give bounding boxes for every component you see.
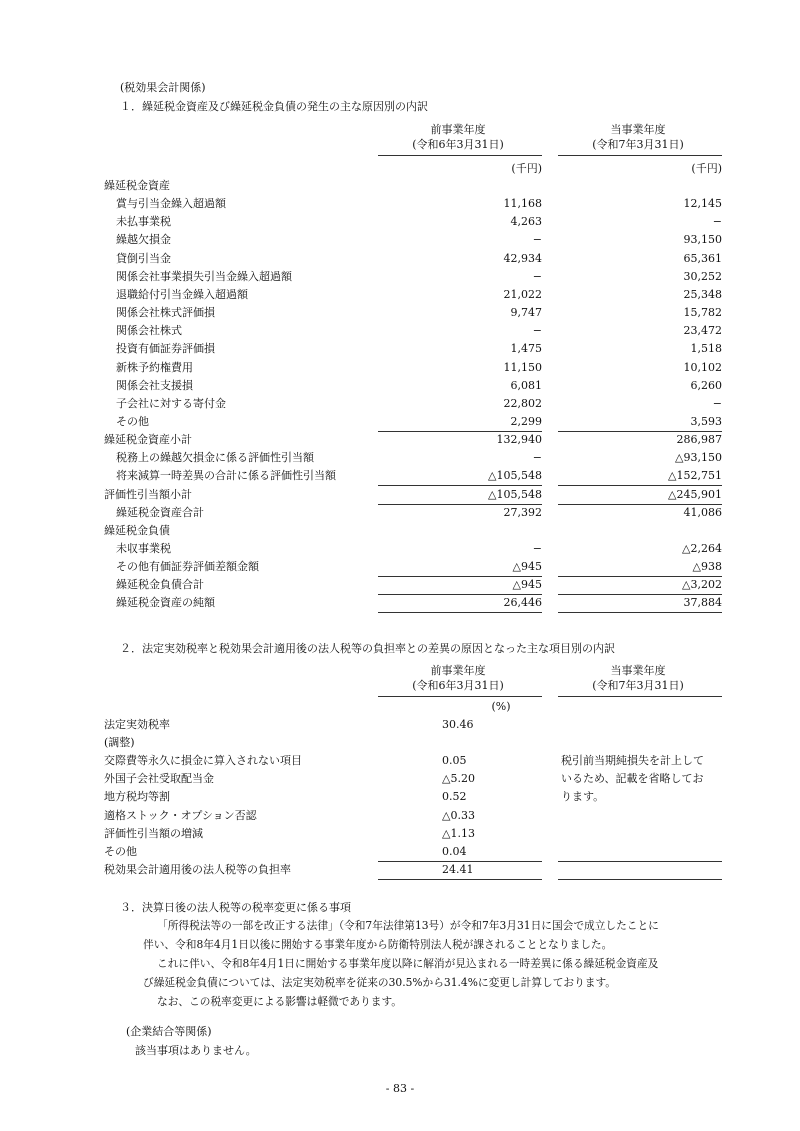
table1-prev-header-rule — [378, 155, 542, 156]
table1-row-label: 未収事業税 — [116, 542, 171, 555]
table1-row-curr: 25,348 — [683, 287, 722, 301]
table1-row-label: 関係会社株式 — [116, 324, 182, 338]
table2-row-label: その他 — [104, 844, 137, 858]
table1-row-label: 貸倒引当金 — [116, 251, 171, 265]
table2-total-rule — [378, 861, 542, 862]
table2-row-prev: △1.13 — [442, 826, 475, 840]
table1-row-prev: 26,446 — [503, 596, 542, 610]
table1-row-rule — [558, 594, 722, 595]
table1-row-prev: 6,081 — [510, 378, 542, 392]
table1-row-prev: − — [532, 451, 542, 465]
table2-row-label: (調整) — [104, 736, 135, 750]
table1-row-label: 繰越欠損金 — [116, 233, 171, 247]
section3-p2-line2: び繰延税金負債については、法定実効税率を従来の30.5%から31.4%に変更し計算しております。 — [143, 976, 616, 989]
business-combination-text: 該当事項はありません。 — [135, 1044, 257, 1057]
table1-row-curr: 15,782 — [683, 306, 722, 320]
table1-row-curr: △245,901 — [668, 487, 722, 501]
table1-unit-curr: (千円) — [691, 162, 722, 175]
table2-curr-date: (令和7年3月31日) — [592, 679, 684, 692]
table2-unit-prev: (%) — [491, 700, 511, 713]
table1-row-label: 未払事業税 — [116, 215, 171, 229]
table2-prev-date: (令和6年3月31日) — [412, 679, 504, 692]
table2-total-rule — [558, 861, 722, 862]
section3-p3: なお、この税率変更による影響は軽微であります。 — [157, 995, 402, 1008]
table1-prev-header: 前事業年度 — [430, 123, 486, 136]
table1-row-rule — [378, 485, 542, 486]
table1-row-curr: △2,264 — [682, 542, 722, 555]
table1-row-label: 関係会社事業損失引当金繰入超過額 — [116, 269, 292, 283]
table1-row-label: 評価性引当額小計 — [104, 487, 192, 501]
table1-row-rule — [558, 485, 722, 486]
table1-row-rule — [378, 504, 542, 505]
table1-row-prev: 11,150 — [503, 360, 542, 374]
table1-row-label: 退職給付引当金繰入超過額 — [116, 287, 248, 301]
table1-row-curr: 37,884 — [683, 596, 722, 610]
table1-row-curr: △93,150 — [675, 451, 722, 465]
table1-row-rule — [558, 431, 722, 432]
table1-row-prev: △105,548 — [488, 469, 542, 483]
table1-row-label: 新株予約権費用 — [116, 360, 193, 374]
table1-row-rule — [378, 576, 542, 577]
table1-row-label: 繰延税金負債合計 — [116, 578, 204, 592]
table1-row-curr: − — [712, 396, 722, 410]
table1-row-label: 繰延税金負債 — [104, 523, 170, 537]
table1-row-label: 繰延税金資産小計 — [104, 433, 192, 447]
table1-row-curr: 23,472 — [683, 324, 722, 338]
table2-row-label: 外国子会社受取配当金 — [104, 772, 214, 786]
table2-row-prev: 0.05 — [442, 754, 467, 768]
table2-total-rule — [378, 879, 542, 880]
table1-row-curr: △938 — [692, 560, 722, 574]
table1-row-prev: 27,392 — [503, 505, 542, 519]
business-combination-heading: (企業結合等関係) — [126, 1025, 212, 1038]
table1-row-prev: 11,168 — [503, 197, 542, 211]
table1-row-curr: 12,145 — [683, 197, 722, 211]
table1-row-prev: △105,548 — [488, 487, 542, 501]
table2-row-label: 法定実効税率 — [104, 718, 170, 731]
table1-prev-date: (令和6年3月31日) — [412, 138, 504, 151]
table1-row-curr: 1,518 — [690, 342, 722, 356]
table2-curr-header-rule — [558, 696, 722, 697]
table2-curr-note-line-3: ります。 — [561, 790, 605, 803]
table1-row-prev: 2,299 — [510, 414, 542, 428]
table2-row-label: 適格ストック・オプション否認 — [104, 808, 257, 822]
table2-row-prev: △0.33 — [442, 808, 475, 822]
table1-row-prev: 9,747 — [510, 306, 542, 320]
table1-row-label: 繰延税金資産 — [104, 179, 170, 192]
table1-row-label: 関係会社支援損 — [116, 378, 193, 392]
table1-row-prev: − — [532, 324, 542, 338]
table1-row-label: その他 — [116, 414, 149, 428]
table1-row-prev: − — [532, 233, 542, 247]
table2-row-label: 地方税均等割 — [104, 790, 170, 804]
table1-row-curr: 93,150 — [683, 233, 722, 247]
table1-row-prev: − — [532, 269, 542, 283]
table2-curr-note-line-2: いるため、記載を省略してお — [561, 772, 704, 785]
table2-total-rule — [558, 879, 722, 880]
table2-title: ２．法定実効税率と税効果会計適用後の法人税等の負担率との差異の原因となった主な項目別の内訳 — [120, 642, 615, 655]
table1-row-rule — [558, 576, 722, 577]
table1-row-curr: − — [712, 215, 722, 229]
table2-prev-header-rule — [378, 696, 542, 697]
table1-row-label: 繰延税金資産の純額 — [116, 596, 215, 610]
table1-row-curr: 3,593 — [690, 414, 722, 428]
table2-curr-header: 当事業年度 — [610, 664, 666, 677]
table2-row-label: 交際費等永久に損金に算入されない項目 — [104, 754, 302, 768]
table1-row-prev: 132,940 — [496, 433, 542, 447]
table1-row-rule — [378, 612, 542, 613]
table1-row-prev: 42,934 — [503, 251, 542, 265]
table2-prev-header: 前事業年度 — [430, 664, 486, 677]
table1-curr-header: 当事業年度 — [610, 123, 666, 136]
table1-row-label: その他有価証券評価差額金額 — [116, 560, 259, 574]
table1-title: １．繰延税金資産及び繰延税金負債の発生の主な原因別の内訳 — [120, 100, 428, 113]
table1-row-prev: 21,022 — [503, 287, 542, 301]
table1-row-curr: 30,252 — [683, 269, 722, 283]
table1-row-curr: 41,086 — [683, 505, 722, 519]
page-number: - 83 - — [385, 1082, 415, 1095]
table1-row-curr: 6,260 — [690, 378, 722, 392]
table2-row-prev: 0.52 — [442, 790, 467, 804]
table1-row-rule — [558, 504, 722, 505]
table2-row-prev: △5.20 — [442, 772, 475, 786]
section3-p2-line1: これに伴い、令和8年4月1日に開始する事業年度以降に解消が見込まれる一時差異に係る繰延税金資産及 — [157, 957, 659, 970]
table1-row-prev: 22,802 — [503, 396, 542, 410]
table2-row-prev: 0.04 — [442, 844, 467, 858]
table2-row-prev: 30.46 — [442, 718, 474, 731]
table1-row-curr: △3,202 — [682, 578, 722, 592]
table1-row-label: 関係会社株式評価損 — [116, 306, 215, 320]
table1-row-label: 子会社に対する寄付金 — [116, 396, 226, 410]
section3-title: ３．決算日後の法人税等の税率変更に係る事項 — [120, 901, 351, 914]
table1-row-curr: 10,102 — [683, 360, 722, 374]
table1-row-curr: 286,987 — [676, 433, 722, 447]
table2-row-prev: 24.41 — [442, 862, 474, 876]
section3-p1-line2: 伴い、令和8年4月1日以後に開始する事業年度から防衛特別法人税が課されることとなりました。 — [143, 938, 613, 951]
table1-row-curr: △152,751 — [668, 469, 722, 483]
table1-row-prev: 4,263 — [510, 215, 542, 229]
table2-row-label: 税効果会計適用後の法人税等の負担率 — [104, 862, 291, 876]
table1-row-prev: △945 — [512, 578, 542, 592]
section3-p1-line1: 「所得税法等の一部を改正する法律」（令和7年法律第13号）が令和7年3月31日に国会で成立したことに — [157, 919, 659, 932]
table1-row-label: 将来減算一時差異の合計に係る評価性引当額 — [116, 469, 336, 483]
table2-row-label: 評価性引当額の増減 — [104, 826, 203, 840]
table1-row-label: 税務上の繰越欠損金に係る評価性引当額 — [116, 451, 314, 465]
table1-row-rule — [558, 612, 722, 613]
section-heading-tax-effect: (税効果会計関係) — [120, 81, 206, 94]
table1-row-prev: △945 — [512, 560, 542, 574]
table1-row-label: 繰延税金資産合計 — [116, 505, 204, 519]
table1-row-label: 賞与引当金繰入超過額 — [116, 197, 226, 211]
table1-row-label: 投資有価証券評価損 — [116, 342, 215, 356]
table1-curr-header-rule — [558, 155, 722, 156]
table1-row-rule — [378, 594, 542, 595]
table1-row-prev: 1,475 — [510, 342, 542, 356]
table1-row-prev: − — [532, 542, 542, 555]
table1-row-rule — [378, 431, 542, 432]
table1-curr-date: (令和7年3月31日) — [592, 138, 684, 151]
table1-unit-prev: (千円) — [511, 162, 542, 175]
table2-curr-note-line-1: 税引前当期純損失を計上して — [561, 754, 704, 767]
table1-row-curr: 65,361 — [683, 251, 722, 265]
